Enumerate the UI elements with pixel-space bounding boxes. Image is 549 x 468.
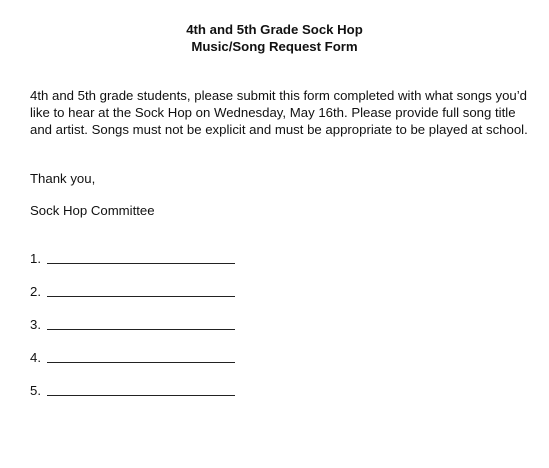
thank-you-text: Thank you, xyxy=(30,171,96,186)
item-number: 1. xyxy=(30,251,41,266)
song-request-item xyxy=(30,283,235,316)
song-request-item xyxy=(30,349,235,382)
song-request-item xyxy=(30,316,235,349)
item-number: 3. xyxy=(30,317,41,332)
song-entry-line[interactable] xyxy=(47,349,235,363)
song-request-item xyxy=(30,382,235,415)
song-request-list xyxy=(30,250,235,415)
song-entry-line[interactable] xyxy=(47,283,235,297)
song-entry-line[interactable] xyxy=(47,316,235,330)
form-title-line-1: 4th and 5th Grade Sock Hop xyxy=(186,22,363,37)
song-request-item xyxy=(30,250,235,283)
item-number: 5. xyxy=(30,383,41,398)
song-entry-line[interactable] xyxy=(47,382,235,396)
song-entry-line[interactable] xyxy=(47,250,235,264)
form-title-line-2: Music/Song Request Form xyxy=(191,39,358,54)
item-number: 2. xyxy=(30,284,41,299)
committee-signature: Sock Hop Committee xyxy=(30,203,155,218)
item-number: 4. xyxy=(30,350,41,365)
form-title xyxy=(0,21,549,55)
intro-paragraph: 4th and 5th grade students, please submit this form completed with what songs you’d like to hear at the Sock Hop on Wednesday, May 16th. Please provide full song title and artist. Songs must not be explicit and must be appropriate to be played at school. xyxy=(30,88,528,137)
